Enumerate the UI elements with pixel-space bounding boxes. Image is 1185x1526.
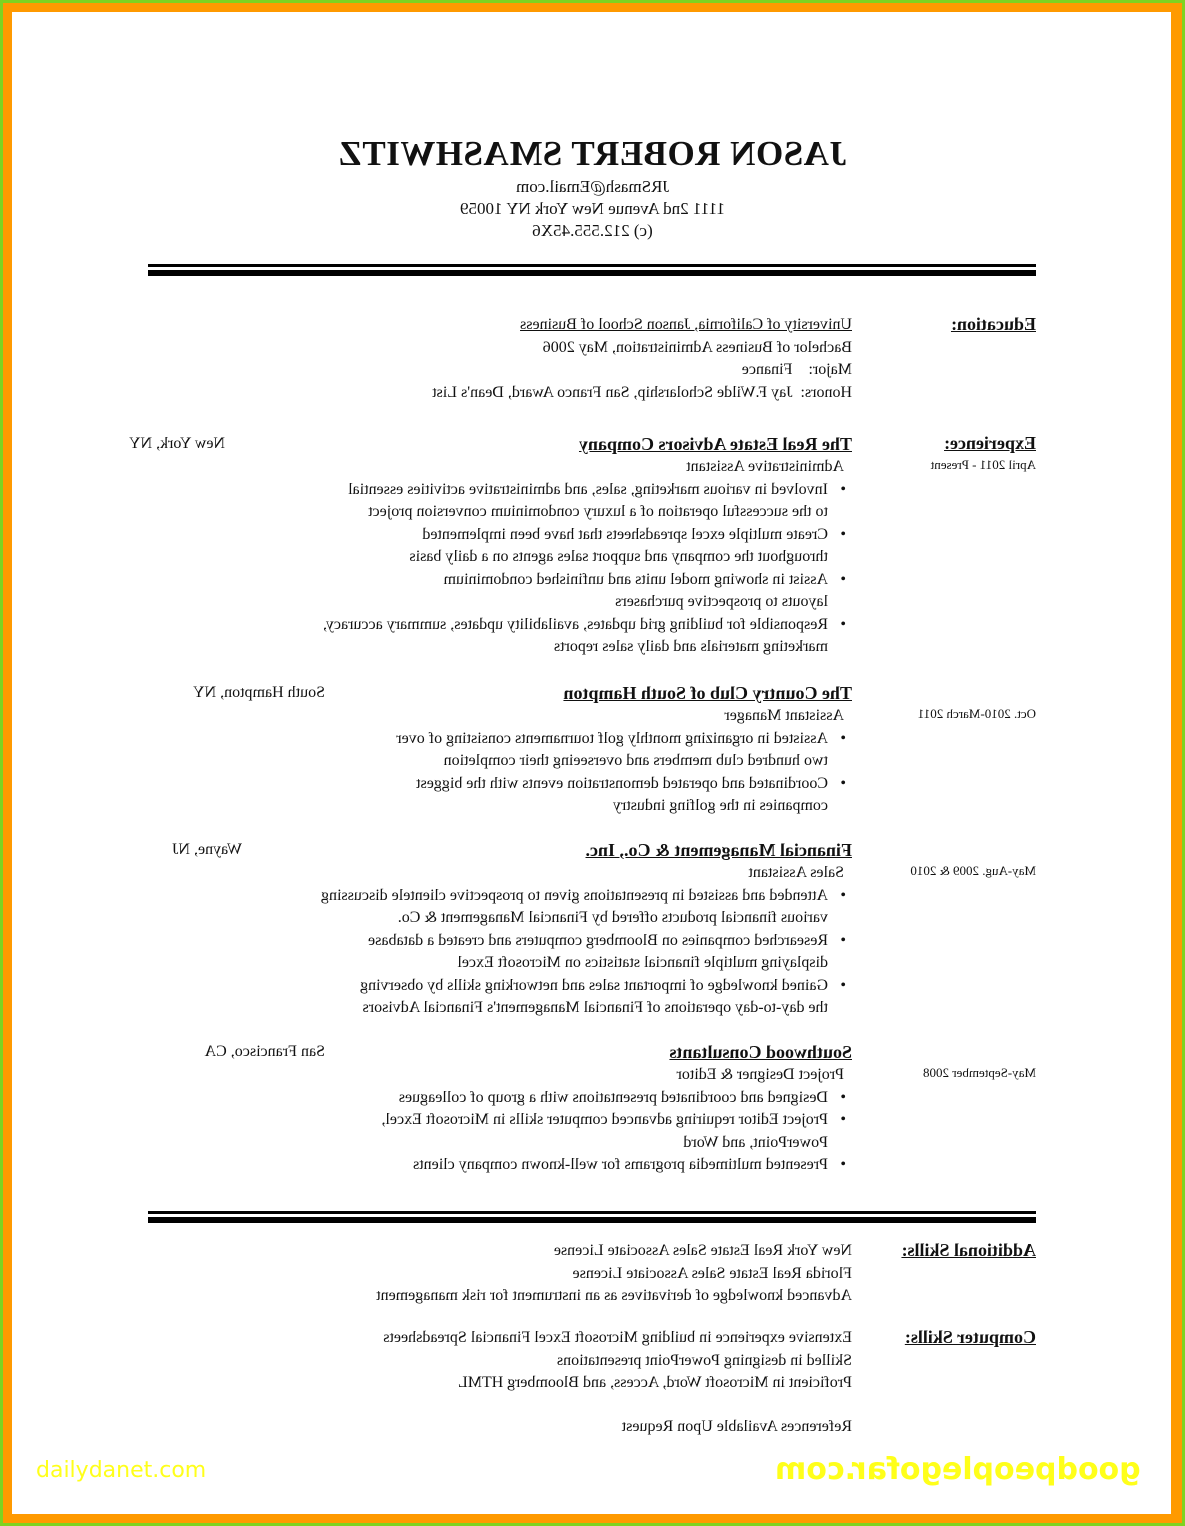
job-location: San Francisco, CA <box>204 1043 325 1060</box>
bullet-item: • Designed and coordinated presentations with a group of colleagues <box>148 1087 852 1110</box>
bullet-item: • Assisted in organizing monthly golf tournaments consisting of over two hundred club members and overseeing their completion <box>396 729 846 769</box>
bullet-item: • Create multiple excel spreadsheets that have been implemented throughout the company and support sales agents on a daily basis <box>409 525 846 565</box>
bullet-item: • Assist in showing model units and unfinished condominium layouts to prospective purchasers <box>443 570 846 610</box>
school: University of California, Janson School of Business <box>520 316 852 333</box>
job-location: New York, NY <box>128 435 225 452</box>
company-name: The Real Estate Advisors Company <box>578 434 852 454</box>
bullet-icon: • <box>840 615 846 633</box>
bullet-item: • Attended and assisted in presentations given to prospective clientele discussing various financial products offered by Financial Management & Co. <box>321 886 846 926</box>
skill-item: Advanced knowledge of derivatives as an instrument for risk management <box>376 1287 852 1304</box>
education-content <box>148 314 852 404</box>
degree: Bachelor of Business Administration, May 2006 <box>542 338 852 356</box>
job-role: Sales Assistant <box>748 864 844 881</box>
bullet-icon: • <box>840 1111 846 1128</box>
bullet-icon: • <box>840 570 846 588</box>
job-entry <box>128 433 852 659</box>
job-role: Assistant Manager <box>724 707 844 724</box>
watermark-right: goodpeoplegofar.com <box>775 1452 1141 1487</box>
computer-skills-list <box>148 1327 852 1438</box>
bullet-icon: • <box>840 1156 846 1173</box>
skill-item: Florida Real Estate Sales Associate License <box>572 1264 852 1282</box>
skill-item: Extensive experience in building Microsoft Excel Financial Spreadsheets <box>383 1329 852 1346</box>
honors: Honors: Jay F.Wilde Scholarship, San Franco Award, Dean's List <box>432 383 852 401</box>
bullet-icon: • <box>840 931 846 949</box>
job-entry <box>148 1041 852 1177</box>
job-entry <box>148 839 852 1020</box>
job-role: Project Designer & Editor <box>676 1066 844 1083</box>
company-name: Southwood Consultants <box>669 1042 852 1062</box>
bullet-icon: • <box>840 480 846 498</box>
skill-item: New York Real Estate Sales Associate License <box>553 1242 852 1259</box>
phone: (c) 212.555.45X6 <box>532 221 653 240</box>
job-bullets <box>148 728 852 818</box>
job-bullets <box>148 1087 852 1177</box>
experience-label: Experience: <box>944 433 1036 453</box>
bullet-icon: • <box>840 774 846 792</box>
skills-divider <box>148 1211 1036 1223</box>
watermark-left: dailydanet.com <box>36 1458 207 1483</box>
job-role: Administrative Assistant <box>686 458 844 475</box>
bullet-item: • Presented multimedia programs for well-known company clients <box>148 1154 852 1177</box>
additional-skills-label: Additional Skills: <box>901 1240 1036 1260</box>
bullet-icon: • <box>840 1088 846 1106</box>
education-label: Education: <box>950 314 1036 334</box>
email: JRSmash@Email.com <box>515 177 670 196</box>
job-location: Wayne, NJ <box>172 841 242 858</box>
bullet-item: • Researched companies on Bloomberg computers and created a database displaying multiple financial statistics on Microsoft Excel <box>368 931 846 971</box>
job-dates: April 2011 - Present <box>930 457 1036 472</box>
address: 1111 2nd Avenue New York NY 10059 <box>460 199 725 218</box>
bullet-icon: • <box>840 729 846 747</box>
references-note: References Available Upon Request <box>621 1417 852 1435</box>
skill-item: Skilled in designing PowerPoint presentations <box>556 1351 852 1369</box>
company-name: The Country Club of South Hampton <box>563 683 852 703</box>
job-bullets <box>148 479 852 659</box>
bullet-item: • Gained knowledge of important sales and networking skills by observing the day-to-day operations of Financial Management's Financial Advisors <box>360 976 846 1016</box>
bullet-item: • Involved in various marketing, sales, and administrative activities essential to the successful operation of a luxury condominium conversion project <box>348 480 846 520</box>
job-bullets <box>148 885 852 1020</box>
header-divider <box>148 264 1036 276</box>
skill-item: Proficient in Microsoft Word, Access, and Bloomberg HTML <box>457 1374 852 1391</box>
bullet-item: • Project Editor requiring advanced computer skills in Microsoft Excel, PowerPoint, and Word <box>381 1111 846 1151</box>
job-dates: May-Aug. 2009 & 2010 <box>910 863 1036 878</box>
job-dates: May-September 2008 <box>922 1065 1036 1080</box>
bullet-icon: • <box>840 525 846 543</box>
bullet-item: • Coordinated and operated demonstration events with the biggest companies in the golfing industry <box>416 774 846 814</box>
computer-skills-label: Computer Skills: <box>904 1327 1036 1347</box>
bullet-item: • Responsible for building grid updates, availability updates, summary accuracy, marketing materials and daily sales reports <box>322 615 846 655</box>
bullet-icon: • <box>840 976 846 994</box>
job-dates: Oct. 2010-March 2011 <box>917 706 1036 721</box>
candidate-name: JASON ROBERT SMASHWITZ <box>338 134 847 173</box>
job-location: South Hampton, NY <box>193 684 325 701</box>
resume-header <box>0 132 1185 242</box>
additional-skills-list <box>148 1240 852 1308</box>
job-entry <box>148 682 852 818</box>
company-name: Financial Management & Co., Inc. <box>585 840 852 860</box>
major: Major: Finance <box>741 361 852 378</box>
bullet-icon: • <box>840 886 846 904</box>
